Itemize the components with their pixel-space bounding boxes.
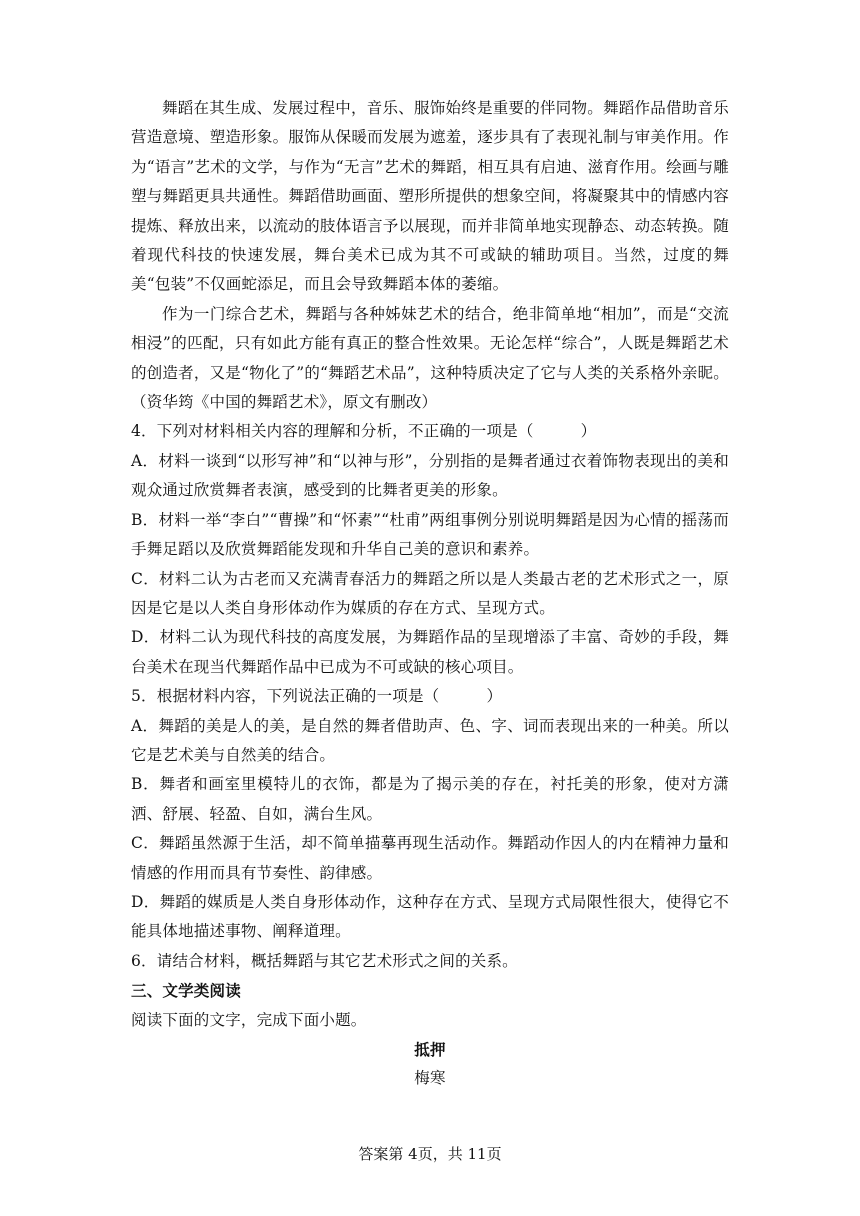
- story-author: 梅寒: [414, 1069, 446, 1088]
- question-4-option-b: B．材料一举“李白”“曹操”和“怀素”“杜甫”两组事例分别说明舞蹈是因为心情的摇荡而手舞足蹈以及欣赏舞蹈能发现和升华自己美的意识和素养。: [131, 510, 729, 559]
- question-4-option-a: A．材料一谈到“以形写神”和“以神与形”，分别指的是舞者通过衣着饰物表现出的美和观众通过欣赏舞者表演，感受到的比舞者更美的形象。: [131, 451, 729, 500]
- question-4-option-d: D．材料二认为现代科技的高度发展，为舞蹈作品的呈现增添了丰富、奇妙的手段，舞台美术在现当代舞蹈作品中已成为不可或缺的核心项目。: [131, 628, 729, 676]
- question-5-option-d: D．舞蹈的媒质是人类自身形体动作，这种存在方式、呈现方式局限性很大，使得它不能具体地描述事物、阐释道理。: [131, 892, 729, 941]
- document-body: [131, 94, 729, 1094]
- passage-paragraph-2: 作为一门综合艺术，舞蹈与各种姊妹艺术的结合，绝非简单地“相加”，而是“交流相浸”的匹配，只有如此方能有真正的整合性效果。无论怎样“综合”，人既是舞蹈艺术的创造者，又是“物化了”的“舞蹈艺术品”，这种特质决定了它与人类的关系格外亲昵。（资华筠《中国的舞蹈艺术》，原文有删改）: [131, 304, 729, 412]
- question-6-stem: 6．请结合材料，概括舞蹈与其它艺术形式之间的关系。: [131, 951, 518, 970]
- question-5-option-a: A．舞蹈的美是人的美，是自然的舞者借助声、色、字、词而表现出来的一种美。所以它是艺术美与自然美的结合。: [131, 716, 729, 764]
- section-instruction: 阅读下面的文字，完成下面小题。: [131, 1010, 367, 1029]
- question-4-option-c: C．材料二认为古老而又充满青春活力的舞蹈之所以是人类最古老的艺术形式之一，原因是它是以人类自身形体动作为媒质的存在方式、呈现方式。: [131, 569, 729, 617]
- section-heading: 三、文学类阅读: [131, 981, 241, 1001]
- page-footer: 答案第 4页，共 11页: [358, 1145, 502, 1163]
- story-title: 抵押: [414, 1040, 446, 1059]
- question-5-stem: 5．根据材料内容，下列说法正确的一项是（ ）: [131, 687, 503, 706]
- question-5-option-c: C．舞蹈虽然源于生活，却不简单描摹再现生活动作。舞蹈动作因人的内在精神力量和情感的作用而具有节奏性、韵律感。: [131, 834, 729, 882]
- question-5-option-b: B．舞者和画室里模特儿的衣饰，都是为了揭示美的存在，衬托美的形象，使对方潇洒、舒展、轻盈、自如，满台生风。: [131, 775, 729, 823]
- question-4-stem: 4．下列对材料相关内容的理解和分析，不正确的一项是（ ）: [131, 422, 597, 441]
- passage-paragraph-1: 舞蹈在其生成、发展过程中，音乐、服饰始终是重要的伴同物。舞蹈作品借助音乐营造意境、塑造形象。服饰从保暖而发展为遮羞，逐步具有了表现礼制与审美作用。作为“语言”艺术的文学，与作为“无言”艺术的舞蹈，相互具有启迪、滋育作用。绘画与雕塑与舞蹈更具共通性。舞蹈借助画面、塑形所提供的想象空间，将凝聚其中的情感内容提炼、释放出来，以流动的肢体语言予以展现，而并非简单地实现静态、动态转换。随着现代科技的快速发展，舞台美术已成为其不可或缺的辅助项目。当然，过度的舞美“包装”不仅画蛇添足，而且会导致舞蹈本体的萎缩。: [131, 99, 729, 294]
